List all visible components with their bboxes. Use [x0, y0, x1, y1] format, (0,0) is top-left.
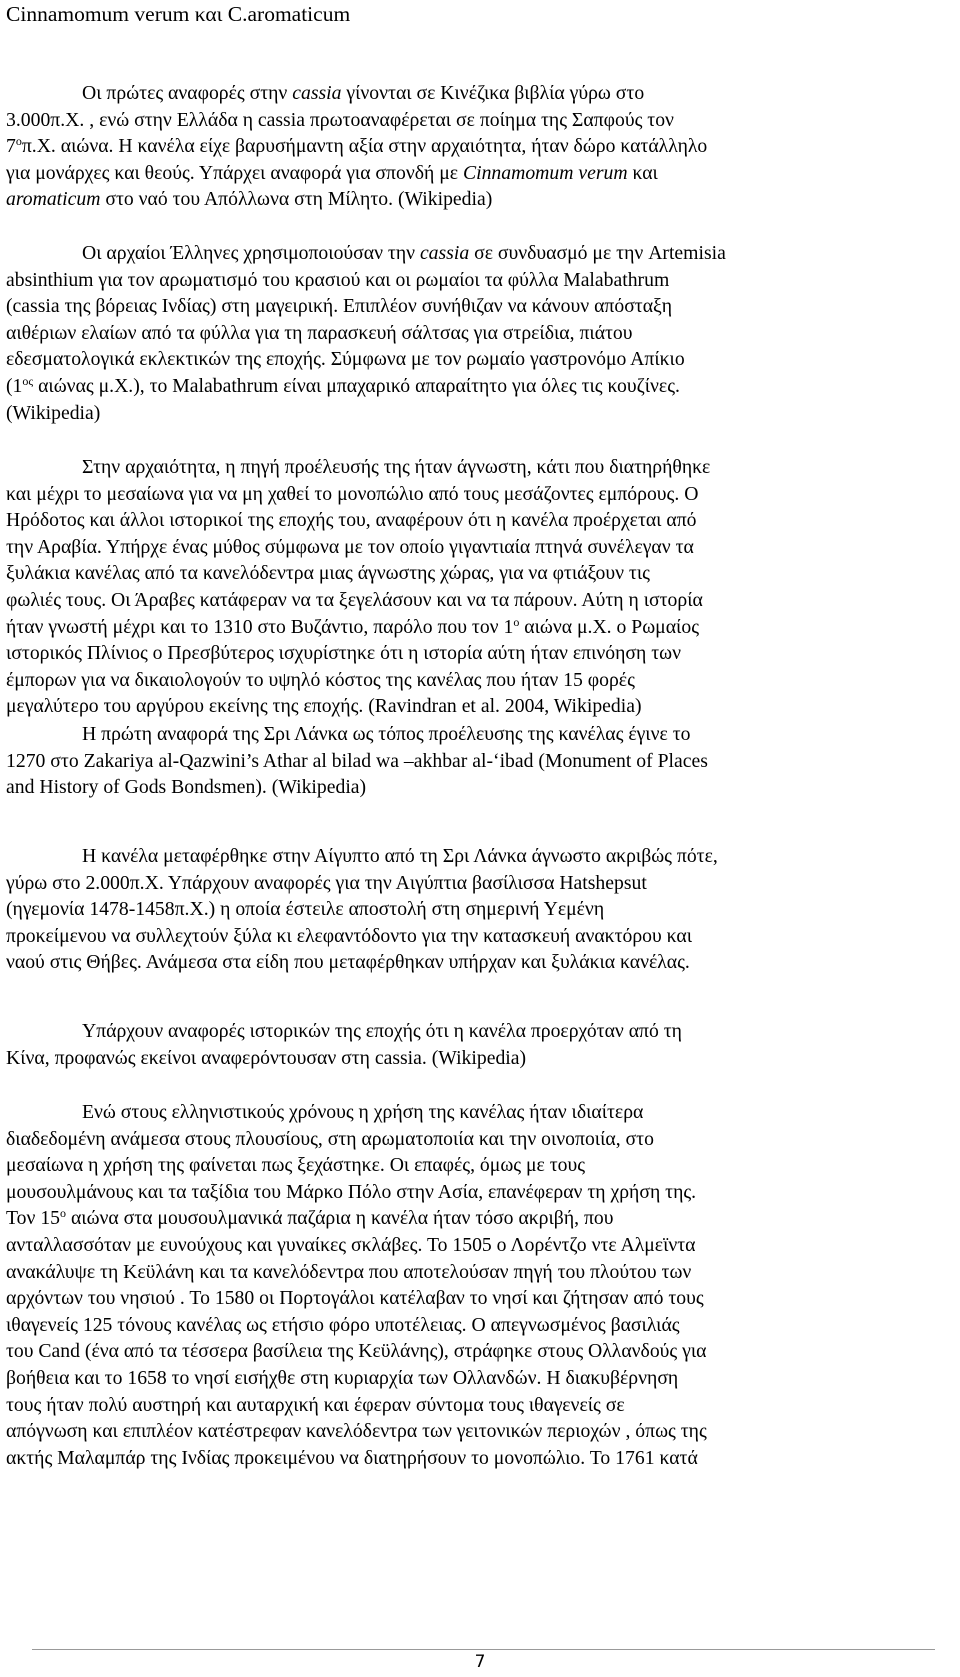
superscript: ος	[22, 373, 34, 388]
text-line: αρχόντων του νησιού . Το 1580 οι Πορτογάλοι κατέλαβαν το νησί και ζήτησαν από τους	[6, 1287, 704, 1310]
footer-divider	[32, 1649, 935, 1650]
paragraph	[6, 454, 936, 720]
text-line: μεγαλύτερο του αργύρου εκείνης της εποχής. (Ravindran et al. 2004, Wikipedia)	[6, 695, 642, 718]
text-line: ήταν γνωστή μέχρι και το 1310 στο Βυζάντιο, παρόλο που τον $1^o$ αιώνα μ.Χ. ο Ρωμαίος	[6, 614, 699, 638]
text-line: προκείμενου να συλλεχτούν ξύλα κι ελεφαντόδοντο για την κατασκευή ανακτόρου και	[6, 924, 693, 947]
italic-term: cassia	[292, 82, 342, 104]
text-line: Ηρόδοτος και άλλοι ιστορικοί της εποχής του, αναφέρουν ότι η κανέλα προέρχεται από	[6, 509, 697, 532]
superscript: ο	[15, 134, 22, 149]
text-line: αιθέριων ελαίων από τα φύλλα για τη παρασκευή σάλτσας για στρείδια, πιάτου	[6, 321, 633, 344]
text-line: Στην αρχαιότητα, η πηγή προέλευσής της ήταν άγνωστη, κάτι που διατηρήθηκε	[82, 456, 711, 478]
text-line: απόγνωση και επιπλέον κατέστρεφαν κανελόδεντρα των γειτονικών περιοχών , όπως της	[6, 1420, 707, 1443]
text-line: μουσουλμάνους και τα ταξίδια του Μάρκο Πόλο στην Ασία, επανέφεραν τη χρήση της.	[6, 1180, 697, 1203]
text-line: τους ήταν πολύ αυστηρή και αυταρχική και έφεραν σύντομα τους ιθαγενείς σε	[6, 1393, 625, 1416]
text-line: Οι αρχαίοι Έλληνες χρησιμοποιούσαν την cassia σε συνδυασμό με την Artemisia	[82, 242, 726, 264]
paragraph	[6, 1099, 936, 1471]
paragraph	[6, 843, 936, 976]
text-line: and History of Gods Bondsmen). (Wikipedia)	[6, 776, 367, 799]
text-line: ξυλάκια κανέλας από τα κανελόδεντρα μιας άγνωστης χώρας, για να φτιάξουν τις	[6, 562, 650, 585]
italic-term: cassia	[419, 242, 470, 264]
text-line: 1270 στο Zakariya al-Qazwini’s Athar al bilad wa –akhbar al-‘ibad (Monument of Places	[6, 749, 708, 772]
text-line: ναού στις Θήβες. Ανάμεσα στα είδη που μεταφέρθηκαν υπήρχαν και ξυλάκια κανέλας.	[6, 951, 690, 974]
text-line: ιστορικός Πλίνιος ο Πρεσβύτερος ισχυρίστηκε ότι η ιστορία αύτη ήταν επινόηση των	[6, 642, 682, 665]
text-line: absinthium για τον αρωματισμό του κρασιού και οι ρωμαίοι τα φύλλα Malabathrum	[6, 268, 670, 291]
text-line: εδεσματολογικά εκλεκτικών της εποχής. Σύμφωνα με τον ρωμαίο γαστρονόμο Απίκιο	[6, 348, 685, 371]
text-line: (cassia της βόρειας Ινδίας) στη μαγειρική. Επιπλέον συνήθιζαν να κάνουν απόσταξη	[6, 295, 673, 318]
paragraph	[6, 1018, 936, 1071]
text-line: έμπορων για να δικαιολογούν το υψηλό κόστος της κανέλας που ήταν 15 φορές	[6, 668, 635, 691]
text-line: Τον $15^o$ αιώνα στα μουσουλμανικά παζάρια η κανέλα ήταν τόσο ακριβή, που	[6, 1206, 614, 1230]
text-line: την Αραβία. Υπήρχε ένας μύθος σύμφωνα με τον οποίο γιγαντιαία πτηνά συνέλεγαν τα	[6, 535, 694, 558]
text-line: Κίνα, προφανώς εκείνοι αναφερόντουσαν στη cassia. (Wikipedia)	[6, 1046, 527, 1069]
text-line: διαδεδομένη ανάμεσα στους πλουσίους, στη αρωματοποιία και την οινοποιία, στο	[6, 1127, 654, 1150]
text-line: για μονάρχες και θεούς. Υπάρχει αναφορά για σπονδή με Cinnamomum verum και	[6, 161, 658, 184]
text-line: ανακάλυψε τη Κεϋλάνη και τα κανελόδεντρα που αποτελούσαν πηγή του πλούτου των	[6, 1260, 692, 1283]
text-line: βοήθεια και το 1658 το νησί εισήχθε στη κυριαρχία των Ολλανδών. Η διακυβέρνηση	[6, 1366, 679, 1389]
text-line: φωλιές τους. Οι Άραβες κατάφεραν να τα ξεγελάσουν και να τα πάρουν. Αύτη η ιστορία	[6, 588, 703, 611]
text-line: 3.000π.Χ. , ενώ στην Ελλάδα η cassia πρωτοαναφέρεται σε ποίημα της Σαπφούς τον	[6, 108, 674, 131]
paragraph	[6, 80, 936, 213]
text-line: $7^o\pi.X$. αιώνα. Η κανέλα είχε βαρυσήμαντη αξία στην αρχαιότητα, ήταν δώρο κατάλληλο	[6, 134, 708, 158]
text-line: Οι πρώτες αναφορές στην cassia γίνονται σε Κινέζικα βιβλία γύρω στο	[82, 82, 645, 104]
text-line: του Cand (ένα από τα τέσσερα βασίλεια της Κεϋλάνης), στράφηκε στους Ολλανδούς για	[6, 1340, 707, 1363]
text-line: γύρω στο 2.000π.Χ. Υπάρχουν αναφορές για την Αιγύπτια βασίλισσα Hatshepsut	[6, 871, 647, 894]
paragraph	[6, 240, 936, 426]
superscript: ο	[513, 614, 520, 629]
text-line: ιθαγενείς 125 τόνους κανέλας ως ετήσιο φόρο υποτέλειας. Ο απεγνωσμένος βασιλιάς	[6, 1313, 680, 1336]
italic-term: Cinnamomum verum	[462, 161, 628, 184]
italic-term: aromaticum	[6, 188, 101, 211]
text-line: μεσαίωνα η χρήση της φαίνεται πως ξεχάστηκε. Οι επαφές, όμως με τους	[6, 1154, 586, 1177]
text-line: (Wikipedia)	[6, 401, 101, 424]
document-heading: Cinnamomum verum και C.aromaticum	[6, 2, 351, 26]
paragraph	[6, 721, 936, 801]
page-number: 7	[474, 1652, 486, 1672]
text-line: Ενώ στους ελληνιστικούς χρόνους η χρήση της κανέλας ήταν ιδιαίτερα	[82, 1101, 644, 1123]
text-line: Η κανέλα μεταφέρθηκε στην Αίγυπτο από τη Σρι Λάνκα άγνωστο ακριβώς πότε,	[82, 845, 718, 867]
text-line: Η πρώτη αναφορά της Σρι Λάνκα ως τόπος προέλευσης της κανέλας έγινε το	[82, 723, 691, 745]
text-line: ακτής Μαλαμπάρ της Ινδίας προκειμένου να διατηρήσουν το μονοπώλιο. Το 1761 κατά	[6, 1446, 698, 1469]
text-line: ανταλλασσόταν με ευνούχους και γυναίκες σκλάβες. Το 1505 ο Λορέντζο ντε Αλμεϊντα	[6, 1233, 696, 1256]
text-line: aromaticum στο ναό του Απόλλωνα στη Μίλητο. (Wikipedia)	[6, 188, 493, 211]
text-line: ($1^{o\varsigma}$ αιώνας μ.Χ.), το Malabathrum είναι μπαχαρικό απαραίτητο για όλες τις κουζίνες.	[6, 373, 680, 397]
text-line: (ηγεμονία 1478-1458π.Χ.) η οποία έστειλε αποστολή στη σημερινή Υεμένη	[6, 898, 605, 921]
text-line: Υπάρχουν αναφορές ιστορικών της εποχής ότι η κανέλα προερχόταν από τη	[82, 1020, 682, 1042]
text-line: και μέχρι το μεσαίωνα για να μη χαθεί το μονοπώλιο από τους μεσάζοντες εμπόρους. Ο	[6, 482, 699, 505]
superscript: ο	[60, 1206, 67, 1221]
